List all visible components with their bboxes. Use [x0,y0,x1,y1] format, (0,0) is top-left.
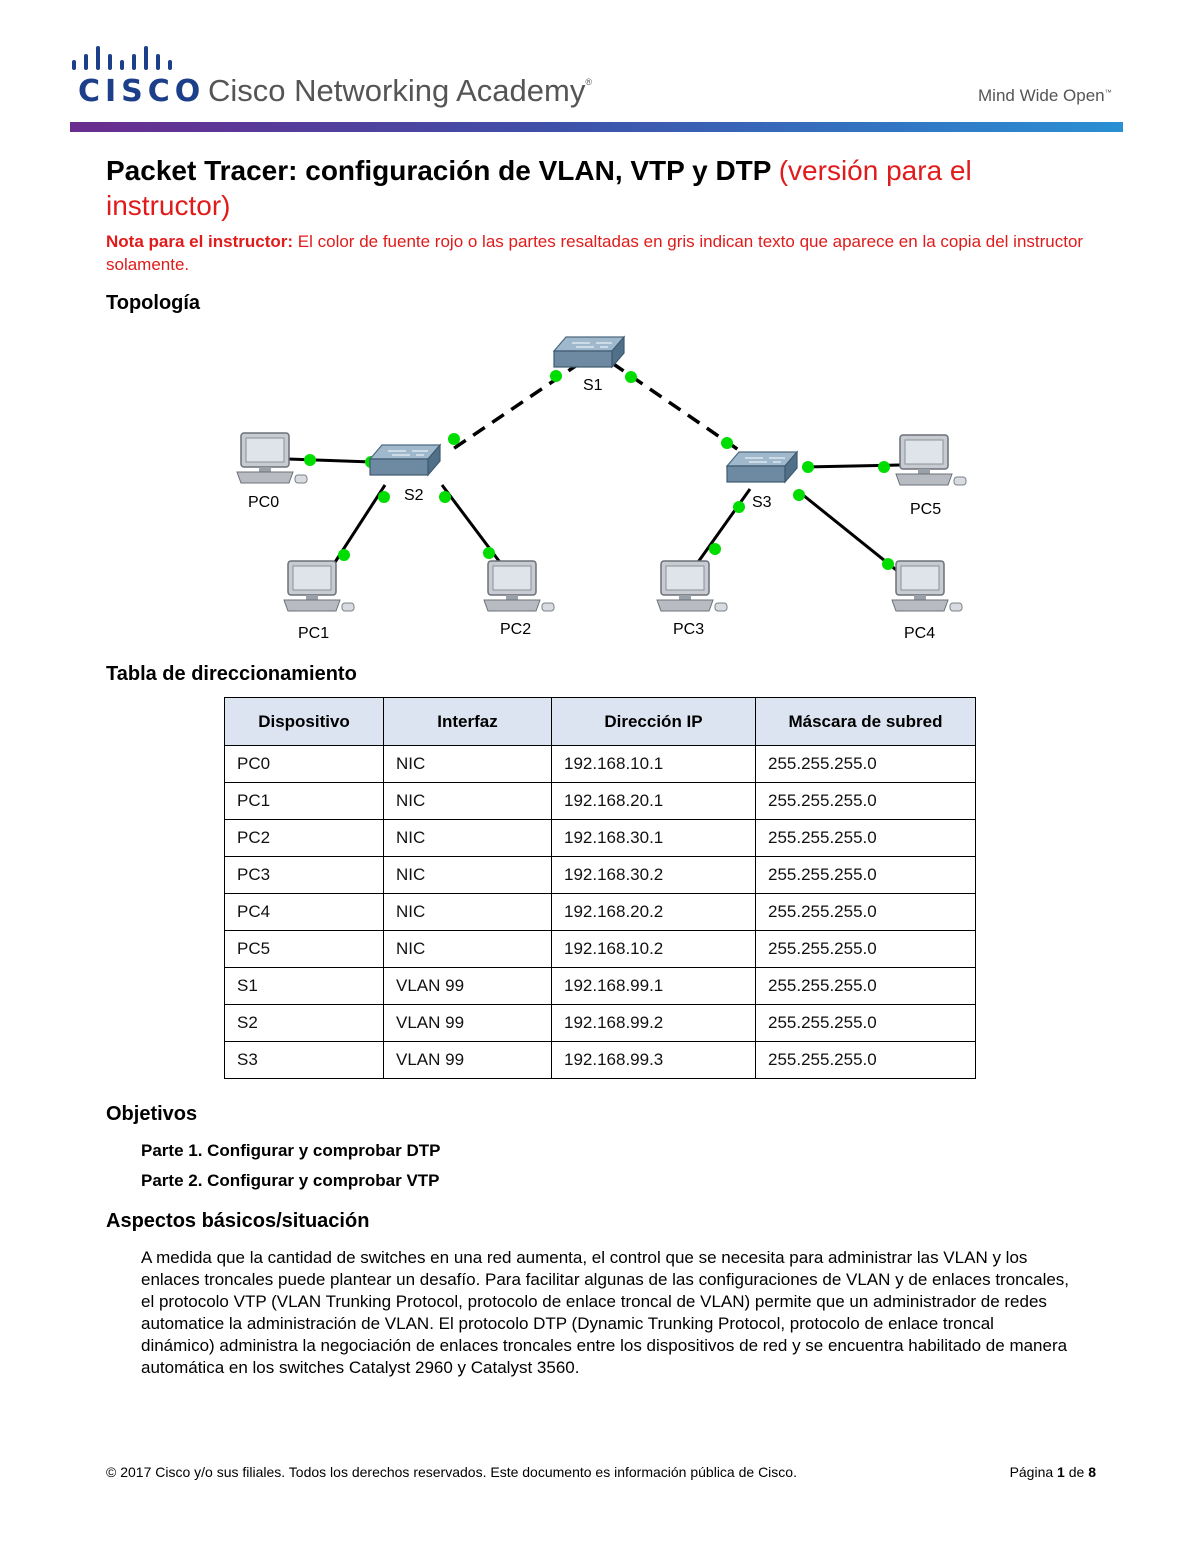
table-row [225,1042,976,1079]
cell: PC4 [225,894,384,931]
table-row [225,894,976,931]
pc1-icon [284,561,354,611]
objective-part-2: Parte 2. Configurar y comprobar VTP [141,1171,440,1190]
col-mask: Máscara de subred [756,698,976,746]
table-header-row [225,698,976,746]
note-text: El color de fuente rojo o las partes resaltadas en gris indican texto que aparece en la copia del instructor solamente. [106,232,1084,274]
topology-diagram [210,325,990,655]
switch-s3-icon [727,452,797,482]
cell: VLAN 99 [384,968,552,1005]
footer-copyright: © 2017 Cisco y/o sus filiales. Todos los derechos reservados. Este documento es información pública de Cisco. [106,1464,797,1480]
cell: NIC [384,857,552,894]
pc4-icon [892,561,962,611]
title-instructor-version: (versión para el instructor) [106,155,972,221]
cell: S3 [225,1042,384,1079]
label-s3: S3 [752,494,772,511]
tagline: Mind Wide Open™ [978,86,1112,105]
cell: PC3 [225,857,384,894]
cell: NIC [384,746,552,783]
switch-s1-icon [554,337,624,367]
table-row [225,1005,976,1042]
cell: 255.255.255.0 [756,894,976,931]
table-row [225,820,976,857]
cell: PC2 [225,820,384,857]
section-addressing: Tabla de direccionamiento [106,663,357,685]
header-gradient-bar [70,122,1123,132]
label-s2: S2 [404,487,424,504]
cell: PC1 [225,783,384,820]
cell: 255.255.255.0 [756,1005,976,1042]
pc3-icon [657,561,727,611]
cell: NIC [384,820,552,857]
label-pc4: PC4 [904,625,936,642]
cell: 255.255.255.0 [756,783,976,820]
section-objectives: Objetivos [106,1103,198,1125]
cell: 192.168.10.2 [552,931,756,968]
page-footer [106,1464,1096,1480]
cell: 192.168.30.1 [552,820,756,857]
label-pc0: PC0 [248,494,280,511]
cell: 192.168.99.2 [552,1005,756,1042]
cisco-logo-text: CISCO [78,74,206,109]
cisco-logo-bars-icon [70,46,180,76]
cell: 192.168.20.1 [552,783,756,820]
col-device: Dispositivo [225,698,384,746]
table-row [225,746,976,783]
label-pc3: PC3 [673,621,705,638]
cell: 255.255.255.0 [756,968,976,1005]
label-pc1: PC1 [298,625,330,642]
academy-title: Cisco Networking Academy® [208,73,592,108]
cell: VLAN 99 [384,1005,552,1042]
page-title [106,153,1096,223]
cell: 255.255.255.0 [756,1042,976,1079]
cell: 192.168.99.1 [552,968,756,1005]
col-interface: Interfaz [384,698,552,746]
cell: 255.255.255.0 [756,857,976,894]
col-ip: Dirección IP [552,698,756,746]
background-paragraph: A medida que la cantidad de switches en una red aumenta, el control que se necesita para administrar las VLAN y los enlaces troncales puede plantear un desafío. Para facilitar algunas de las configuraciones de VLAN y de enlaces troncales, el protocolo VTP (VLAN Trunking Protocol, protocolo de enlace troncal de VLAN) permite que un administrador de redes automatice la administración de VLAN. El protocolo DTP (Dynamic Trunking Protocol, protocolo de enlace troncal dinámico) administra la negociación de enlaces troncales entre los dispositivos de red y se encuentra habilitado de manera automática en los switches Catalyst 2960 y Catalyst 3560. [141,1248,1070,1377]
section-background: Aspectos básicos/situación [106,1210,370,1232]
addressing-table [224,697,976,1079]
cell: NIC [384,931,552,968]
switch-s2-icon [370,445,440,475]
cell: S1 [225,968,384,1005]
label-pc5: PC5 [910,501,942,518]
cell: 255.255.255.0 [756,746,976,783]
objective-part-1: Parte 1. Configurar y comprobar DTP [141,1141,441,1160]
cell: S2 [225,1005,384,1042]
cell: NIC [384,894,552,931]
cell: 192.168.20.2 [552,894,756,931]
cell: PC0 [225,746,384,783]
label-s1: S1 [583,377,603,394]
table-row [225,783,976,820]
cell: PC5 [225,931,384,968]
pc5-icon [896,435,966,485]
table-row [225,857,976,894]
cell: 192.168.10.1 [552,746,756,783]
label-pc2: PC2 [500,621,532,638]
title-main: Packet Tracer: configuración de VLAN, VTP y DTP [106,155,771,186]
pc2-icon [484,561,554,611]
footer-page-number: Página 1 de 8 [1009,1464,1096,1480]
cell: 255.255.255.0 [756,820,976,857]
section-topology: Topología [106,292,201,314]
table-row [225,931,976,968]
cell: 192.168.30.2 [552,857,756,894]
note-label: Nota para el instructor: [106,232,294,251]
cell: NIC [384,783,552,820]
instructor-note [106,230,1096,276]
cell: VLAN 99 [384,1042,552,1079]
cell: 192.168.99.3 [552,1042,756,1079]
cell: 255.255.255.0 [756,931,976,968]
table-row [225,968,976,1005]
